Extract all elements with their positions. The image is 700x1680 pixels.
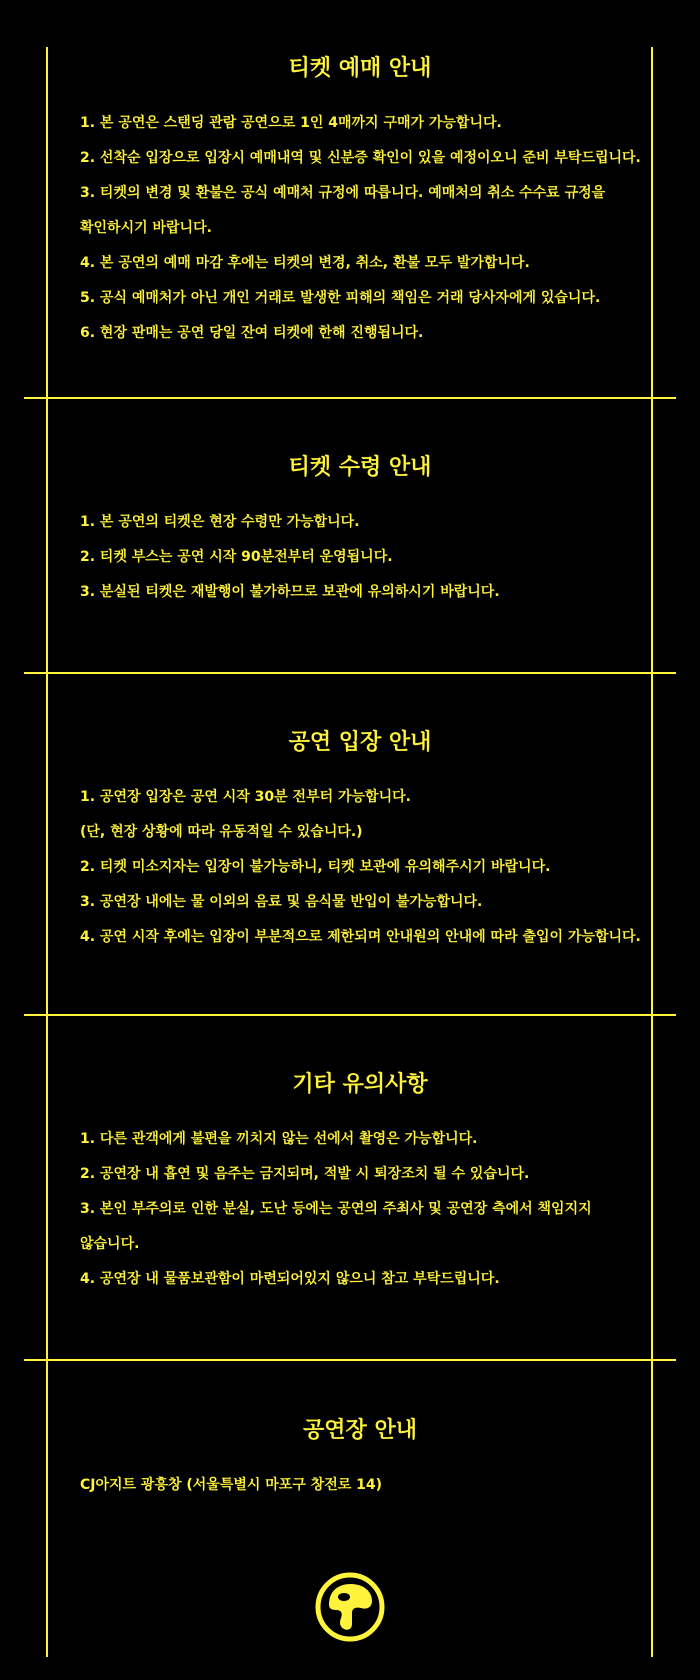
notice-list xyxy=(80,1122,640,1297)
notice-item: 4. 본 공연의 예매 마감 후에는 티켓의 변경, 취소, 환불 모두 발가합니다. xyxy=(80,255,530,271)
notice-item: 4. 공연 시작 후에는 입장이 부분적으로 제한되며 안내원의 안내에 따라 출입이 가능합니다. xyxy=(80,929,641,945)
notice-item: 2. 티켓 부스는 공연 시작 90분전부터 운영됩니다. xyxy=(80,549,393,565)
venue-guide-section xyxy=(80,1416,640,1503)
entry-guide-section xyxy=(80,728,640,955)
notice-item: 6. 현장 판매는 공연 당일 잔여 티켓에 한해 진행됩니다. xyxy=(80,325,424,341)
section-title: 공연장 안내 xyxy=(303,1418,417,1443)
notice-item: 5. 공식 예매처가 아닌 개인 거래로 발생한 피해의 책임은 거래 당사자에게 있습니다. xyxy=(80,290,601,306)
notice-item: 1. 다른 관객에게 불편을 끼치지 않는 선에서 촬영은 가능합니다. xyxy=(80,1131,478,1147)
notice-item: 1. 공연장 입장은 공연 시작 30분 전부터 가능합니다. xyxy=(80,789,411,805)
other-notes-section xyxy=(80,1070,640,1297)
notice-item: 4. 공연장 내 물품보관함이 마련되어있지 않으니 참고 부탁드립니다. xyxy=(80,1271,500,1287)
section-title: 기타 유의사항 xyxy=(292,1072,428,1097)
notice-item: 3. 공연장 내에는 물 이외의 음료 및 음식물 반입이 불가능합니다. xyxy=(80,894,483,910)
venue-address: CJ아지트 광흥창 (서울특별시 마포구 창전로 14) xyxy=(80,1477,383,1493)
notice-item: 3. 분실된 티켓은 재발행이 불가하므로 보관에 유의하시기 바랍니다. xyxy=(80,584,500,600)
notice-item: 2. 선착순 입장으로 입장시 예매내역 및 신분증 확인이 있을 예정이오니 준비 부탁드립니다. xyxy=(80,150,641,166)
section-divider xyxy=(24,397,676,399)
notice-item: 3. 본인 부주의로 인한 분실, 도난 등에는 공연의 주최사 및 공연장 측에서 책임지지 xyxy=(80,1201,592,1217)
ticket-pickup-section xyxy=(80,453,640,610)
section-divider xyxy=(24,672,676,674)
section-title: 티켓 수령 안내 xyxy=(288,455,432,480)
section-divider xyxy=(24,1359,676,1361)
section-divider xyxy=(24,1014,676,1016)
notice-list xyxy=(80,1468,640,1503)
notice-list xyxy=(80,780,640,955)
notice-list xyxy=(80,106,640,351)
notice-item: 않습니다. xyxy=(80,1236,140,1252)
mushroom-logo-icon xyxy=(315,1572,385,1642)
notice-item: 2. 티켓 미소지자는 입장이 불가능하니, 티켓 보관에 유의해주시기 바랍니다. xyxy=(80,859,551,875)
right-border-line xyxy=(651,47,653,1657)
notice-item: 3. 티켓의 변경 및 환불은 공식 예매처 규정에 따릅니다. 예매처의 취소 수수료 규정을 xyxy=(80,185,606,201)
notice-item: (단, 현장 상황에 따라 유동적일 수 있습니다.) xyxy=(80,824,363,840)
notice-item: 1. 본 공연의 티켓은 현장 수령만 가능합니다. xyxy=(80,514,360,530)
notice-item: 확인하시기 바랍니다. xyxy=(80,220,212,236)
notice-item: 1. 본 공연은 스탠딩 관람 공연으로 1인 4매까지 구매가 가능합니다. xyxy=(80,115,502,131)
notice-item: 2. 공연장 내 흡연 및 음주는 금지되며, 적발 시 퇴장조치 될 수 있습니다. xyxy=(80,1166,530,1182)
notice-list xyxy=(80,505,640,610)
section-title: 티켓 예매 안내 xyxy=(288,56,432,81)
ticket-booking-section xyxy=(80,54,640,351)
section-title: 공연 입장 안내 xyxy=(288,730,432,755)
left-border-line xyxy=(46,47,48,1657)
